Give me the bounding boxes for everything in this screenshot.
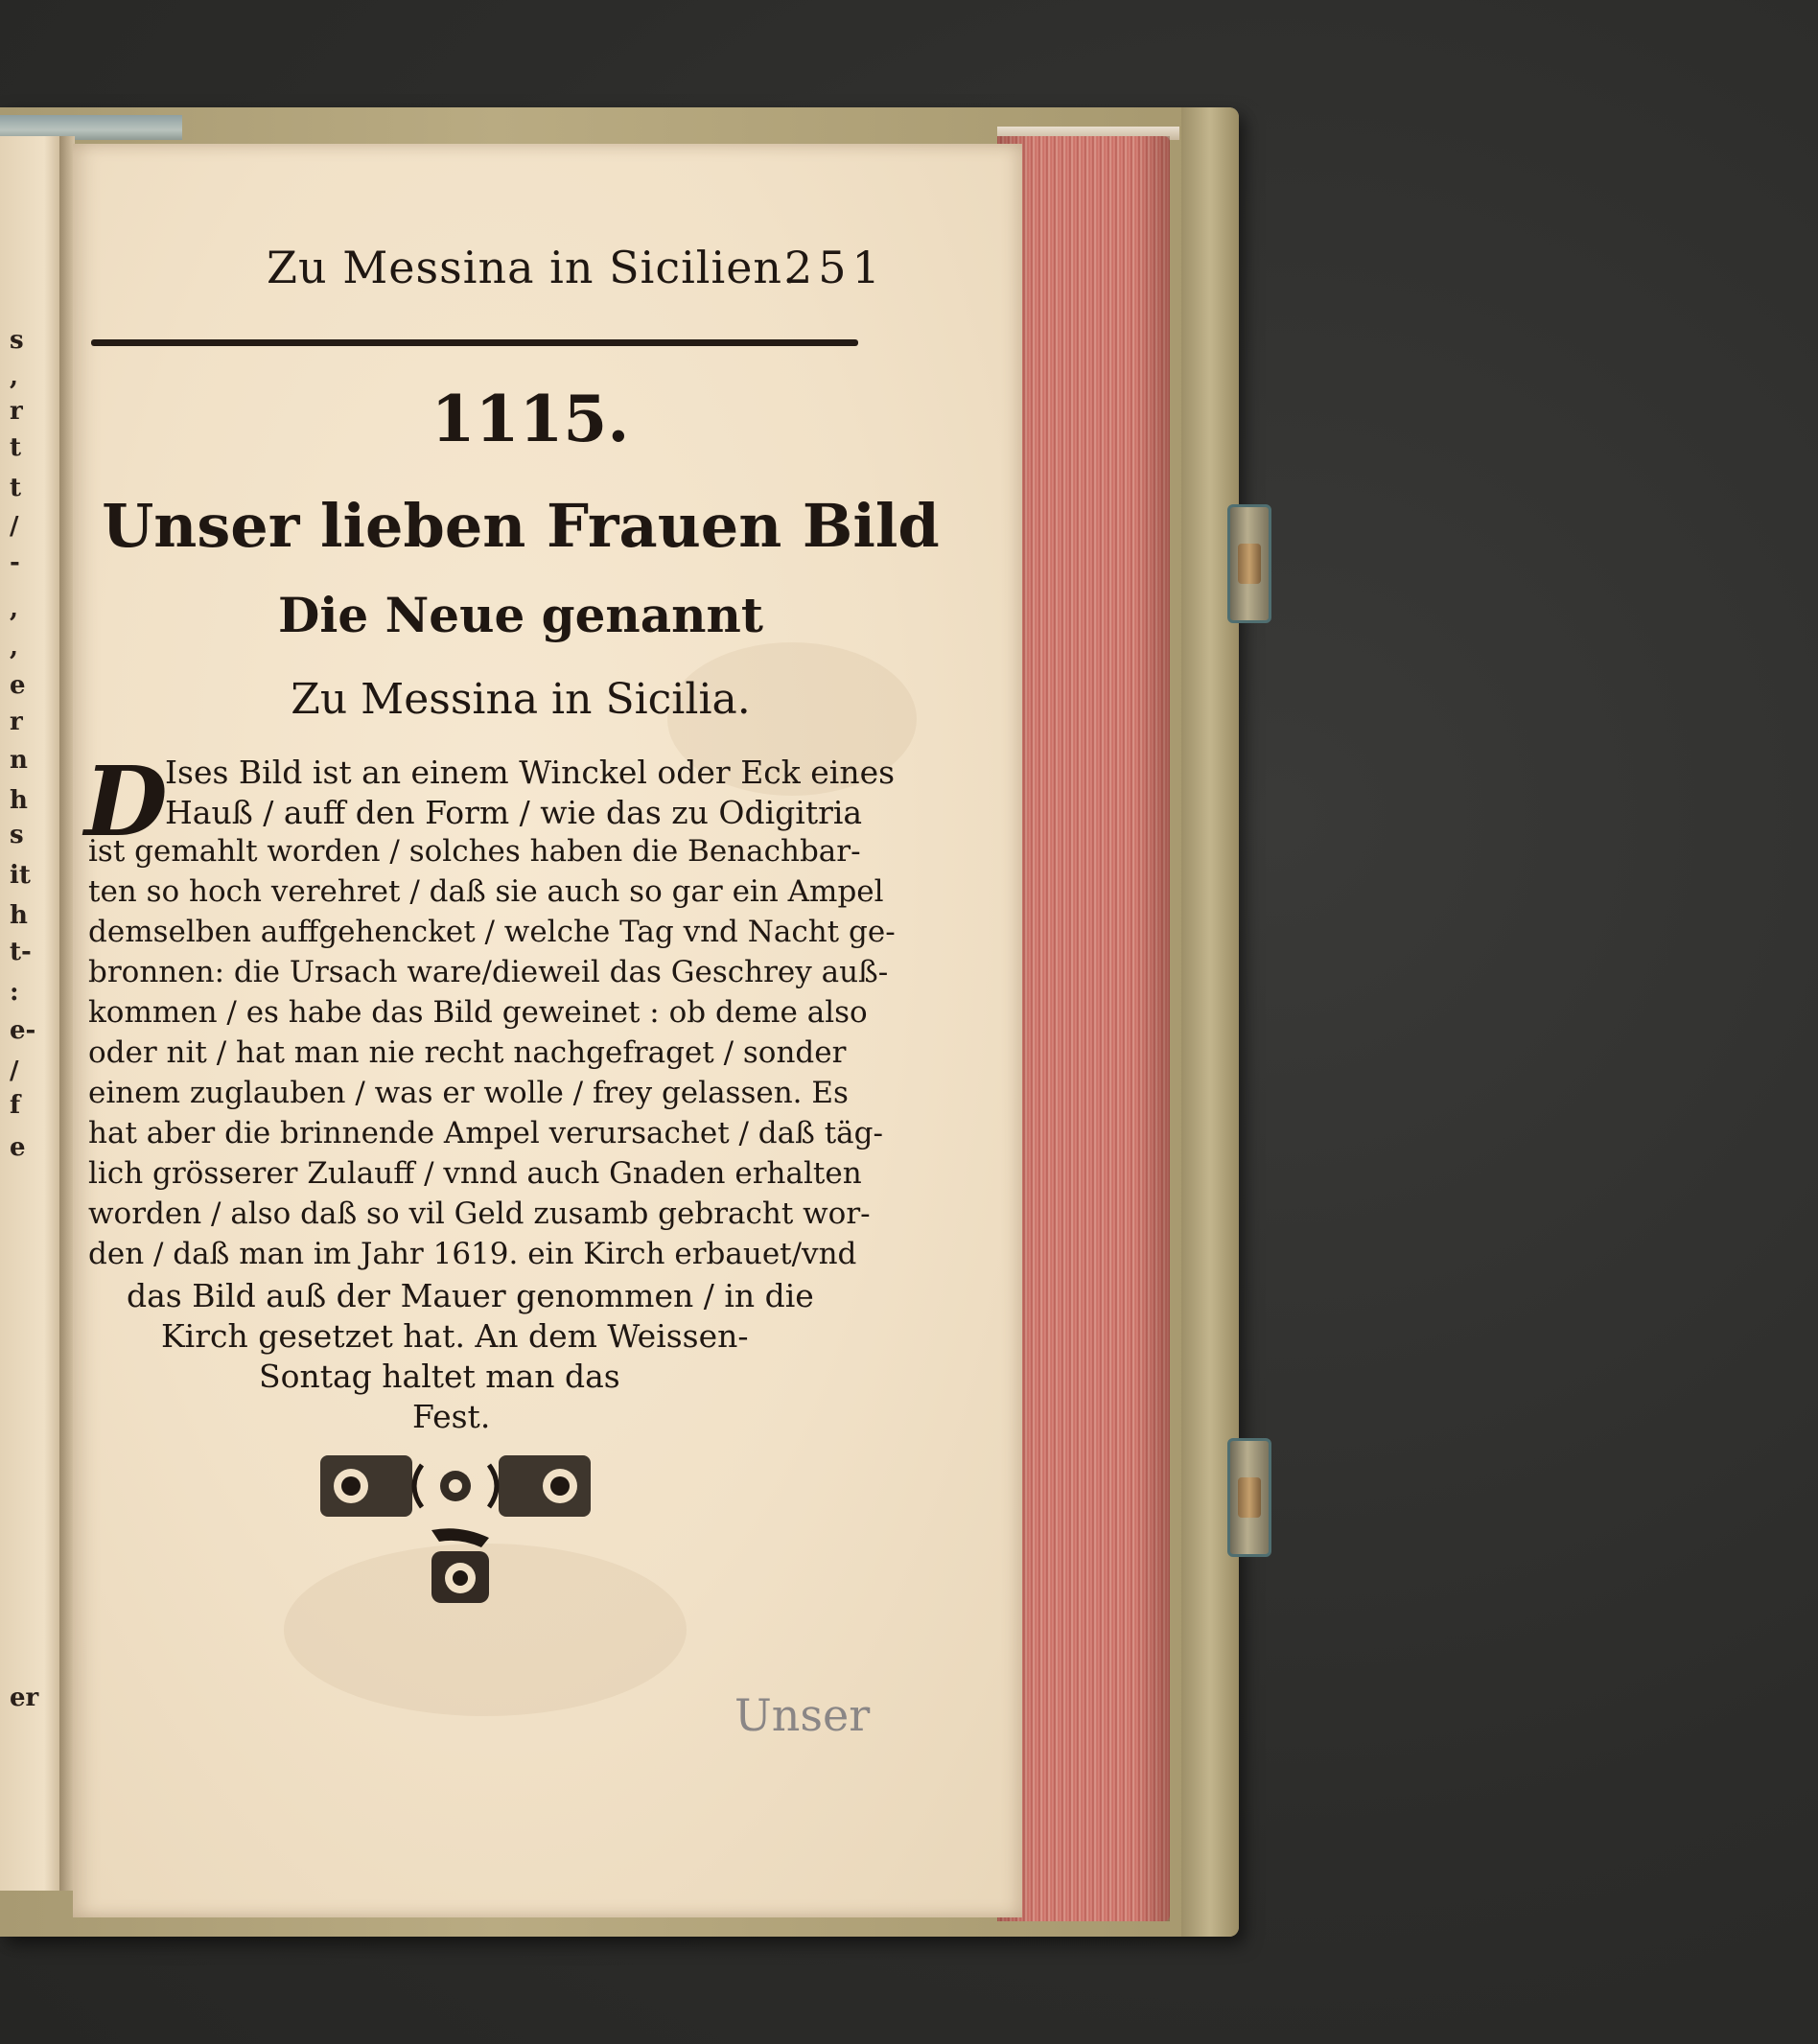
body-line: kommen / es habe das Bild geweinet : ob deme also: [88, 995, 868, 1030]
left-margin-char: e: [10, 671, 26, 700]
body-line: das Bild auß der Mauer genommen / in die: [127, 1277, 814, 1314]
ornament-top-row: [316, 1446, 594, 1532]
title-line-2: Die Neue genannt: [278, 587, 763, 643]
body-line: hat aber die brinnende Ampel verursachet / daß täg-: [88, 1116, 883, 1150]
body-line: Fest.: [412, 1398, 491, 1435]
left-margin-char: t: [10, 433, 22, 462]
left-margin-char: h: [10, 786, 28, 815]
body-line: Sontag haltet man das: [259, 1358, 620, 1395]
body-line: den / daß man im Jahr 1619. ein Kirch erbauet/vnd: [88, 1237, 857, 1271]
left-margin-char: /: [10, 512, 19, 541]
left-margin-char: /: [10, 1057, 19, 1085]
left-margin-char: er: [10, 1684, 39, 1712]
left-margin-char: ,: [10, 362, 19, 391]
body-line: lich grösserer Zulauff / vnnd auch Gnaden erhalten: [88, 1156, 862, 1191]
body-line: einem zuglauben / was er wolle / frey gelassen. Es: [88, 1076, 849, 1110]
drop-cap: D: [84, 745, 168, 858]
chapter-number: 1115.: [431, 382, 630, 456]
page-number: 251: [784, 242, 886, 293]
left-margin-char: it: [10, 861, 31, 890]
body-line: Kirch gesetzet hat. An dem Weissen-: [161, 1317, 749, 1355]
left-margin-char: f: [10, 1091, 21, 1120]
left-margin-char: h: [10, 901, 28, 930]
left-margin-char: e-: [10, 1016, 36, 1045]
running-head: Zu Messina in Sicilien.: [267, 242, 798, 293]
body-line: oder nit / hat man nie recht nachgefraget / sonder: [88, 1035, 847, 1070]
body-line: ist gemahlt worden / solches haben die Benachbar-: [88, 834, 861, 869]
body-line: demselben auffgehencket / welche Tag vnd Nacht ge-: [88, 915, 896, 949]
body-line: bronnen: die Ursach ware/dieweil das Geschrey auß-: [88, 955, 889, 989]
left-margin-char: -: [10, 548, 20, 577]
left-margin-char: ,: [10, 633, 19, 662]
left-margin-char: s: [10, 326, 24, 355]
left-margin-char: t-: [10, 938, 32, 966]
left-margin-char: r: [10, 708, 23, 736]
left-margin-char: ,: [10, 594, 19, 623]
page-edges-shade: [997, 136, 1170, 1921]
title-line-3: Zu Messina in Sicilia.: [291, 675, 751, 724]
ornament-bottom: [422, 1524, 499, 1607]
body-line: Hauß / auff den Form / wie das zu Odigitria: [165, 794, 863, 831]
catchword: Unser: [734, 1689, 871, 1741]
clasp-upper: [1227, 504, 1271, 623]
clasp-lower: [1227, 1438, 1271, 1557]
left-margin-char: s: [10, 821, 24, 849]
body-line: ten so hoch verehret / daß sie auch so gar ein Ampel: [88, 874, 884, 909]
book-cover-edge: [1181, 107, 1239, 1937]
left-margin-char: t: [10, 474, 22, 502]
body-line: worden / also daß so vil Geld zusamb gebracht wor-: [88, 1196, 871, 1231]
title-line-1: Unser lieben Frauen Bild: [102, 491, 940, 561]
left-margin-char: :: [10, 978, 19, 1007]
left-margin-char: n: [10, 746, 28, 775]
left-margin-char: r: [10, 397, 23, 426]
left-margin-char: e: [10, 1133, 26, 1162]
body-line: Ises Bild ist an einem Winckel oder Eck eines: [165, 754, 896, 791]
header-rule: [91, 339, 858, 346]
